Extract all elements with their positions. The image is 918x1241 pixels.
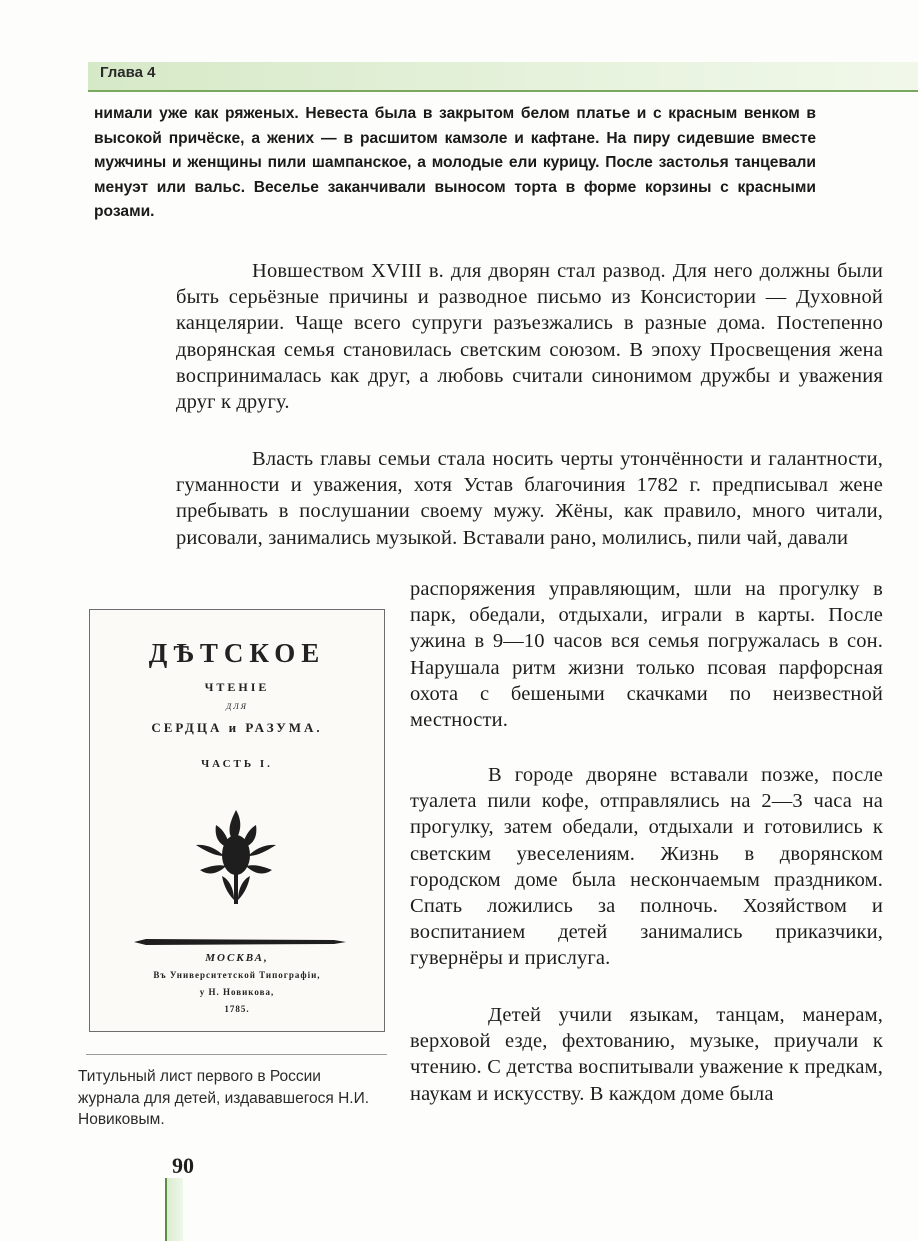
chapter-title: Глава 4	[100, 64, 156, 81]
figure-caption: Титульный лист первого в России журнала для детей, издававшегося Н.И. Новиковым.	[78, 1068, 370, 1128]
paragraph-education: Детей учили языкам, танцам, манерам, верховой езде, фехтованию, музыке, приучали к чтению. С детства воспитывали уважение к предкам, наукам и искусству. В каждом доме была	[410, 1004, 883, 1105]
footer-accent-bar	[165, 1178, 183, 1241]
figure-title: ДѢТСКОЕ	[148, 638, 326, 668]
paragraph-family-head: Власть главы семьи стала носить черты утончённости и галантности, гуманности и уважения, хотя Устав благочиния 1782 г. предписывал жене пребывать в послушании своему мужу. Жёны, как правило, много читали, рисовали, занимались музыкой. Вставали рано, молились, пили чай, давали	[176, 448, 883, 549]
figure-city: МОСКВА,	[205, 952, 269, 964]
paragraph-city-life: В городе дворяне вставали позже, после туалета пили кофе, отправлялись на 2—3 часа на прогулку, затем обедали, отдыхали и готовились к светским увеселениям. Жизнь в дворянском городском доме была нескончаемым праздником. Спать ложились за полночь. Хозяйством и воспитанием детей занимались приказчики, гувернёры и прислуга.	[410, 764, 883, 970]
figure-printer-line1: Въ Университетской Типографіи,	[153, 970, 321, 980]
figure-part: ЧАСТЬ I.	[201, 758, 273, 770]
figure-printer-line2: у Н. Новикова,	[199, 987, 275, 997]
decorative-rule	[134, 938, 346, 946]
floral-ornament-icon	[186, 800, 286, 910]
figure-year: 1785.	[224, 1004, 250, 1014]
chapter-header-bar	[88, 62, 918, 92]
figure-subtitle-reading: ЧТЕНІЕ	[204, 680, 270, 694]
page-number: 90	[172, 1153, 194, 1178]
paragraph-family-head-continued: распоряжения управляющим, шли на прогулку в парк, обедали, отдыхали, играли в карты. После ужина в 9—10 часов вся семья погружалась в сон. Нарушала ритм жизни только псовая парфорсная охота с бешеными скачками по неизвестной местности.	[410, 578, 883, 732]
intro-bold-text: нимали уже как ряженых. Невеста была в закрытом белом платье и с красным венком в высокой причёске, а жених — в расшитом камзоле и кафтане. На пиру сидевшие вместе мужчины и женщины пили шампанское, а молодые ели курицу. После застолья танцевали менуэт или вальс. Веселье заканчивали выносом торта в форме корзины с красными розами.	[94, 105, 816, 220]
caption-divider	[86, 1054, 387, 1055]
title-page-illustration	[89, 609, 385, 1032]
figure-subtitle-heart-mind: СЕРДЦА и РАЗУМА.	[151, 720, 323, 735]
paragraph-divorce: Новшеством XVIII в. для дворян стал развод. Для него должны были быть серьёзные причины и разводное письмо из Консистории — Духовной канцелярии. Чаще всего супруги разъезжались в разные дома. Постепенно дворянская семья становилась светским союзом. В эпоху Просвещения жена воспринималась как друг, а любовь считали синонимом дружбы и уважения друг к другу.	[176, 260, 883, 414]
figure-subtitle-for: ДЛЯ	[226, 702, 248, 711]
